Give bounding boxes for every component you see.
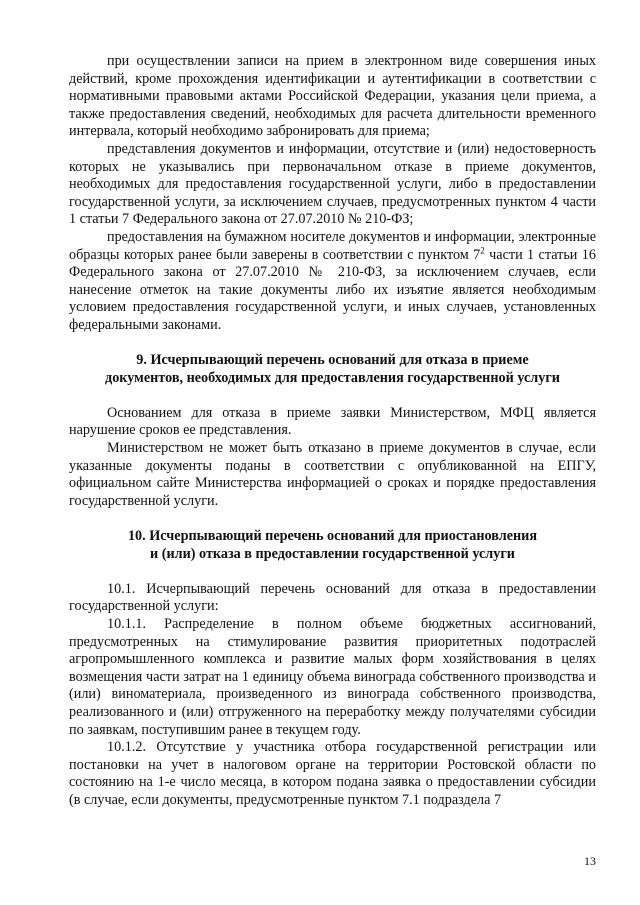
paragraph-documents-not-indicated: представления документов и информации, отсутствие и (или) недостоверность которых не указывались при первоначальном отказе в приеме документов, необходимых для предоставления государственной услуги, либо в предоставлении государственной услуги, за исключением случаев, предусмотренных пунктом 4 части 1 статьи 7 Федерального закона от 27.07.2010 № 210-ФЗ; xyxy=(69,140,596,228)
section-10-heading-line1: 10. Исчерпывающий перечень оснований для приостановления xyxy=(127,528,538,545)
spacer xyxy=(69,387,596,405)
spacer xyxy=(69,510,596,528)
section-10-heading-line2: и (или) отказа в предоставлении государственной услуги xyxy=(150,545,515,562)
section-9-heading-line1: 9. Исчерпывающий перечень оснований для отказа в приеме xyxy=(136,352,529,369)
paragraph-paper-documents-after: части 1 статьи 16 Федерального закона от 27.07.2010 № 210-ФЗ, за исключением случаев, если нанесение отметок на такие документы либо их изъятие является необходимым условием предоставления государственной услуги, и иных случаев, установленных федеральными законами. xyxy=(69,246,596,333)
spacer xyxy=(69,335,596,353)
paragraph-10-1-1: 10.1.1. Распределение в полном объеме бюджетных ассигнований, предусмотренных на стимулирование развития приоритетных подотраслей агропромышленного комплекса и развитие малых форм хозяйствования в целях возмещения части затрат на 1 единицу объема винограда собственного производства и (или) виноматериала, произведенного из винограда собственного производства, реализованного и (или) отгруженного на переработку между получателями субсидии по заявкам, поступившим ранее в текущем году. xyxy=(69,616,596,738)
paragraph-10-1: 10.1. Исчерпывающий перечень оснований для отказа в предоставлении государственной услуги: xyxy=(69,580,596,615)
spacer xyxy=(69,563,596,581)
paragraph-paper-documents xyxy=(69,229,596,335)
section-9-heading xyxy=(69,352,596,387)
section-9-paragraph-grounds: Основанием для отказа в приеме заявки Министерством, МФЦ является нарушение сроков ее представления. xyxy=(69,404,596,439)
page-number: 13 xyxy=(584,854,596,868)
superscript-mark: 2 xyxy=(480,244,485,255)
section-10-heading xyxy=(69,528,596,563)
section-9-heading-line2: документов, необходимых для предоставления государственной услуги xyxy=(105,369,560,386)
paragraph-10-1-2: 10.1.2. Отсутствие у участника отбора государственной регистрации или постановки на учет в налоговом органе на территории Ростовской области по состоянию на 1-е число месяца, в котором подана заявка о предоставлении субсидии (в случае, если документы, предусмотренные пунктом 7.1 подраздела 7 xyxy=(69,739,596,808)
document-body xyxy=(69,53,596,810)
paragraph-electronic-appointment: при осуществлении записи на прием в электронном виде совершения иных действий, кроме прохождения идентификации и аутентификации в соответствии с нормативными правовыми актами Российской Федерации, указания цели приема, а также предоставления сведений, необходимых для расчета длительности временного интервала, который необходимо забронировать для приема; xyxy=(69,53,596,140)
paragraph-paper-documents-before: предоставления на бумажном носителе документов и информации, электронные образцы которых ранее были заверены в соответствии с пунктом 7 xyxy=(69,228,596,263)
section-9-paragraph-not-refused: Министерством не может быть отказано в приеме документов в случае, если указанные документы поданы в соответствии с опубликованной на ЕПГУ, официальном сайте Министерства информацией о сроках и порядке предоставления государственной услуги. xyxy=(69,440,596,509)
